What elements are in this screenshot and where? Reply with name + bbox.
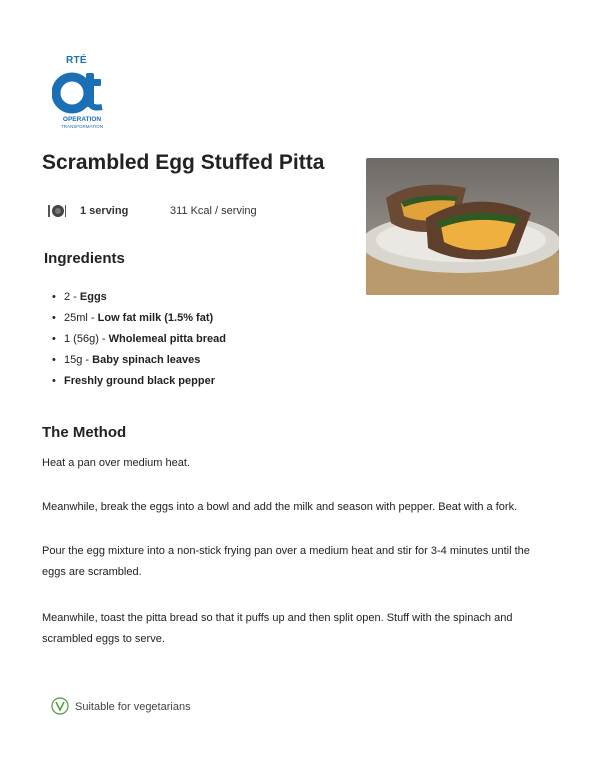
ingredients-list bbox=[52, 288, 226, 393]
ingredient-qty: 1 (56g) - bbox=[64, 333, 109, 345]
method-step-4 bbox=[42, 608, 512, 650]
logo bbox=[52, 55, 108, 130]
method-line: Meanwhile, toast the pitta bread so that it puffs up and then split open. Stuff with the spinach and bbox=[42, 612, 513, 624]
logo-name: OPERATION bbox=[62, 116, 102, 123]
ingredient-qty: 25ml - bbox=[64, 312, 98, 324]
recipe-photo bbox=[366, 158, 559, 295]
recipe-title: Scrambled Egg Stuffed Pitta bbox=[42, 151, 325, 174]
vegetarian-v-icon bbox=[51, 697, 69, 715]
ingredient-name: Freshly ground black pepper bbox=[64, 375, 215, 387]
method-line: eggs are scrambled. bbox=[42, 566, 142, 578]
method-step-1 bbox=[42, 453, 190, 474]
list-item bbox=[52, 351, 226, 372]
method-line: Heat a pan over medium heat. bbox=[42, 457, 190, 469]
ingredient-qty: 15g - bbox=[64, 354, 93, 366]
logo-brand: RTÉ bbox=[66, 55, 87, 66]
ingredient-name: Wholemeal pitta bread bbox=[108, 333, 226, 345]
ingredient-name: Baby spinach leaves bbox=[92, 354, 201, 366]
method-step-3 bbox=[42, 541, 530, 583]
ingredient-qty: 2 - bbox=[64, 291, 80, 303]
method-line: Meanwhile, break the eggs into a bowl and add the milk and season with pepper. Beat with a fork. bbox=[42, 501, 518, 513]
list-item bbox=[52, 309, 226, 330]
list-item bbox=[52, 330, 226, 351]
operation-transformation-logo-icon bbox=[52, 67, 108, 115]
ingredients-heading: Ingredients bbox=[44, 250, 125, 267]
ingredient-name: Eggs bbox=[79, 291, 107, 303]
ingredient-name: Low fat milk (1.5% fat) bbox=[97, 312, 214, 324]
method-line: scrambled eggs to serve. bbox=[42, 633, 165, 645]
serving-plate-icon bbox=[48, 204, 66, 218]
logo-sub: TRANSFORMATION bbox=[61, 124, 103, 129]
vegetarian-label: Suitable for vegetarians bbox=[75, 701, 191, 713]
list-item bbox=[52, 288, 226, 309]
list-item bbox=[52, 372, 226, 393]
calories: 311 Kcal / serving bbox=[170, 205, 257, 217]
method-step-2 bbox=[42, 497, 517, 518]
method-line: Pour the egg mixture into a non-stick frying pan over a medium heat and stir for 3-4 minutes until the bbox=[42, 545, 530, 557]
method-heading: The Method bbox=[42, 424, 127, 441]
servings: 1 serving bbox=[80, 205, 129, 217]
